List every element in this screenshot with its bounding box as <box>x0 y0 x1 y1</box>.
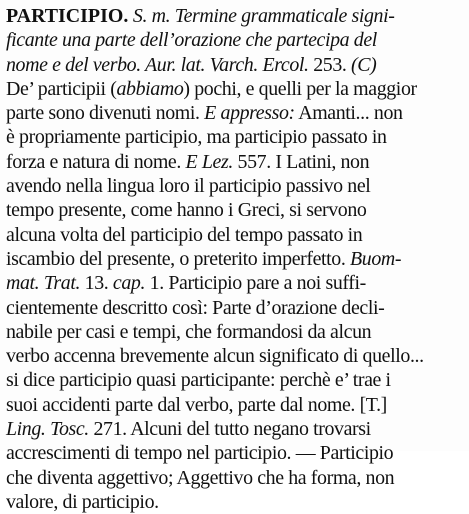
italic-text: E Lez. <box>185 150 233 173</box>
entry-line <box>6 4 464 28</box>
entry-line <box>6 223 464 247</box>
entry-text: parte sono divenuti nomi. <box>6 102 205 125</box>
entry-text: avendo nella lingua loro il participio passivo nel <box>6 175 371 198</box>
italic-text: Ling. Tosc. <box>6 418 89 441</box>
entry-line <box>6 466 464 490</box>
entry-text: verbo accenna brevemente alcun significato di quello... <box>6 345 424 368</box>
entry-line <box>6 490 464 514</box>
italic-text: Buom- <box>350 247 402 270</box>
entry-text: tempo presente, come hanno i Greci, si servono <box>6 199 367 222</box>
entry-text: cientemente descritto così: Parte d’orazione decli- <box>6 296 385 319</box>
entry-text: forza e natura di nome. <box>6 150 186 173</box>
italic-text: mat. Trat. <box>6 272 81 295</box>
entry-text: ) pochi, e quelli per la maggior <box>183 77 417 100</box>
dictionary-entry-participio <box>6 4 466 514</box>
entry-line <box>6 198 464 222</box>
entry-line <box>6 320 464 344</box>
entry-text: nabile per casi e tempi, che formandosi da alcun <box>6 320 372 343</box>
entry-line <box>6 28 464 52</box>
entry-line <box>6 174 464 198</box>
italic-text: S. m. Termine grammaticale signi- <box>132 5 395 27</box>
italic-text: E appresso: <box>204 102 295 125</box>
headword: PARTICIPIO. <box>6 5 129 27</box>
entry-text: 13. <box>80 272 113 295</box>
entry-text: 557. I Latini, non <box>232 150 370 173</box>
entry-line <box>6 441 464 465</box>
entry-line <box>6 344 464 368</box>
entry-text: si dice participio quasi participante: perchè e’ trae i <box>6 369 391 392</box>
entry-text: che diventa aggettivo; Aggettivo che ha forma, non <box>6 466 395 489</box>
entry-line <box>6 271 464 295</box>
entry-line <box>6 296 464 320</box>
entry-line <box>6 247 464 271</box>
entry-text: è propriamente participio, ma participio passato in <box>6 126 387 149</box>
entry-line <box>6 150 464 174</box>
entry-text: 271. Alcuni del tutto negano trovarsi <box>88 418 371 441</box>
entry-text: iscambio del presente, o preterito imperfetto. <box>6 247 351 270</box>
entry-line <box>6 393 464 417</box>
entry-line <box>6 53 464 77</box>
entry-text: 253. <box>308 53 352 76</box>
italic-text: abbiamo <box>116 77 184 100</box>
entry-line <box>6 125 464 149</box>
entry-text: 1. Participio pare a noi suffi- <box>145 272 366 295</box>
entry-text: alcuna volta del participio del tempo passato in <box>6 223 363 246</box>
italic-text: (C) <box>351 53 377 76</box>
entry-text: De’ participii ( <box>6 77 117 100</box>
entry-line <box>6 368 464 392</box>
entry-line <box>6 101 464 125</box>
entry-text: accrescimenti di tempo nel participio. — Participio <box>6 442 394 465</box>
entry-line <box>6 77 464 101</box>
italic-text: cap. <box>112 272 146 295</box>
entry-text: Amanti... non <box>294 102 403 125</box>
entry-line <box>6 417 464 441</box>
entry-text: valore, di participio. <box>6 490 159 513</box>
italic-text: ficante una parte dell’orazione che partecipa del <box>6 29 377 52</box>
italic-text: nome e del verbo. Aur. lat. Varch. Ercol. <box>6 53 309 76</box>
entry-text: suoi accidenti parte dal verbo, parte dal nome. [T.] <box>6 393 387 416</box>
